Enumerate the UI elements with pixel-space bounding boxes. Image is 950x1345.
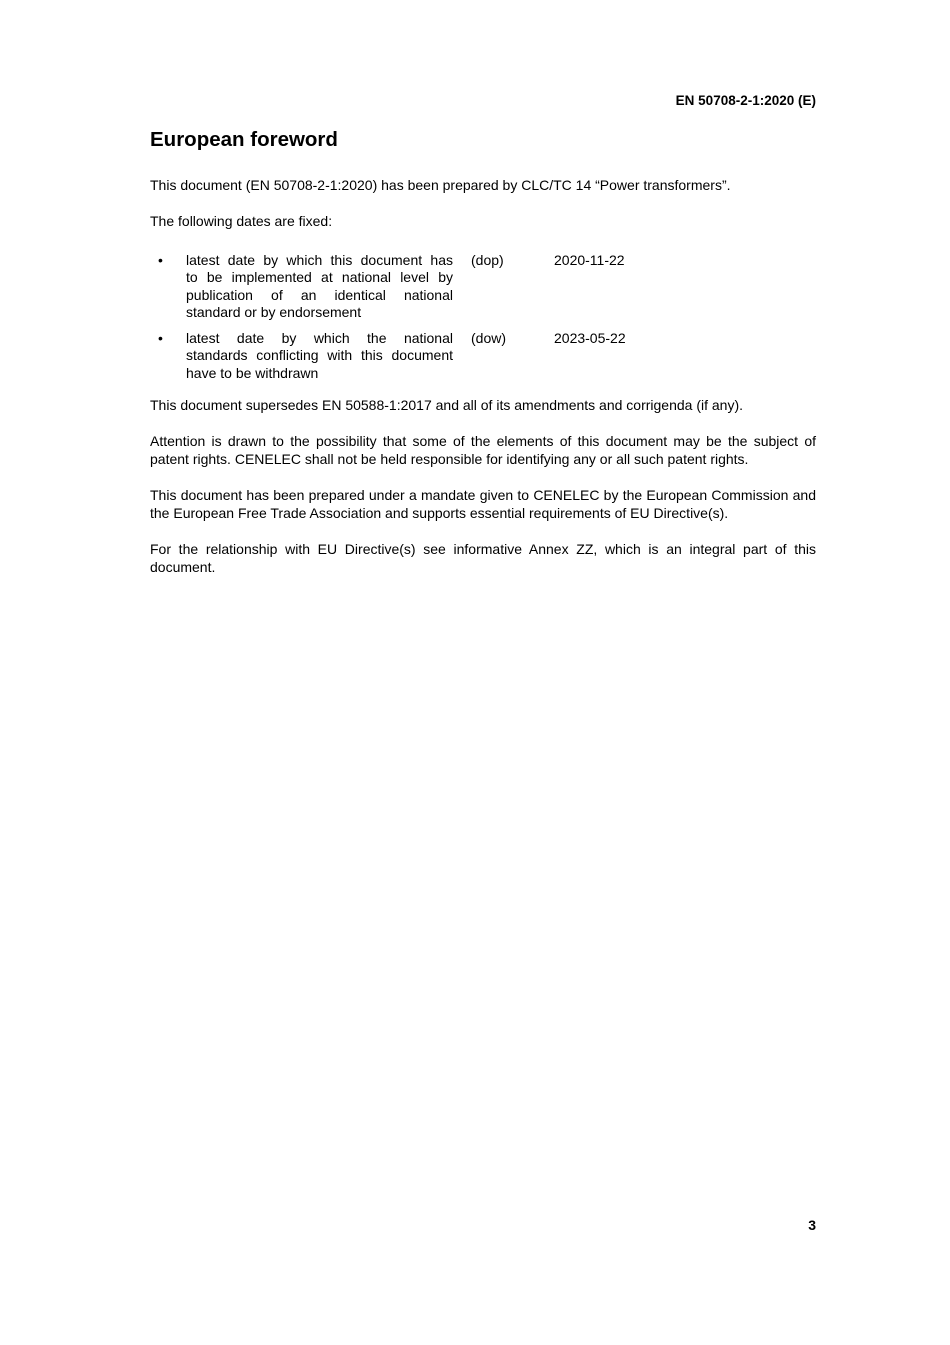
dates-item-date: 2023-05-22: [554, 330, 626, 346]
description-line: have to be withdrawn: [186, 364, 319, 381]
bullet-marker: •: [158, 330, 163, 346]
dates-item-code: (dow): [471, 330, 507, 346]
document-id-header: EN 50708-2-1:2020 (E): [675, 93, 816, 108]
dates-intro-paragraph: The following dates are fixed:: [150, 213, 333, 229]
description-line: latest date by which the national: [186, 330, 453, 346]
description-line: latest date by which this document has: [186, 252, 453, 268]
mandate-paragraph: This document has been prepared under a mandate given to CENELEC by the European Commission and the European Free Trade Association and supports essential requirements of EU Directive(s).: [150, 487, 816, 521]
dates-item-description: [186, 330, 453, 382]
patent-notice-paragraph: Attention is drawn to the possibility that some of the elements of this document may be the subject of patent rights. CENELEC shall not be held responsible for identifying any or all such patent rights.: [150, 433, 816, 467]
page-number: 3: [808, 1217, 816, 1233]
description-line: standards conflicting with this document: [186, 347, 453, 364]
description-line: publication of an identical national: [186, 286, 453, 303]
intro-paragraph: This document (EN 50708-2-1:2020) has been prepared by CLC/TC 14 “Power transformers”.: [150, 177, 731, 193]
dates-item-code: (dop): [471, 252, 504, 268]
dates-list-item-dop: [150, 252, 816, 322]
dates-item-date: 2020-11-22: [554, 252, 625, 268]
supersedes-paragraph: This document supersedes EN 50588-1:2017 and all of its amendments and corrigenda (if any).: [150, 397, 744, 413]
dates-list-item-dow: [150, 330, 816, 400]
bullet-marker: •: [158, 252, 163, 268]
page-title: European foreword: [150, 128, 338, 151]
description-line: standard or by endorsement: [186, 304, 362, 321]
description-line: to be implemented at national level by: [186, 269, 453, 286]
relationship-paragraph: For the relationship with EU Directive(s) see informative Annex ZZ, which is an integral part of this document.: [150, 541, 816, 575]
dates-item-description: [186, 252, 453, 322]
